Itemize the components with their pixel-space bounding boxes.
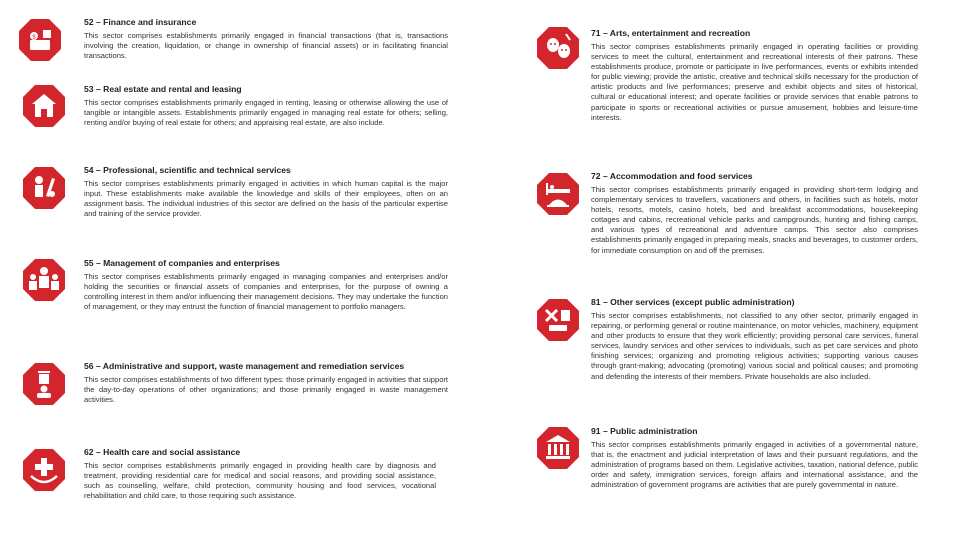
sector-description: This sector comprises establishments primarily engaged in activities in which human capital is the major input. These establishments make available the knowledge and skills of their employees, often on an assignment basis. The individual industries of this sector are defined on the basis of the particular expertise and training of the service provider. — [84, 179, 448, 219]
sector-description: This sector comprises establishments of two different types: those primarily engaged in activities that support the day-to-day operations of other organizations; and those primarily engaged in waste management activities. — [84, 375, 448, 405]
sector-53 — [84, 84, 448, 128]
sector-title: 62 – Health care and social assistance — [84, 447, 241, 457]
sector-81 — [591, 297, 918, 382]
sector-title: 54 – Professional, scientific and technical services — [84, 165, 291, 175]
sector-62 — [84, 447, 436, 501]
sector-title: 91 – Public administration — [591, 426, 698, 436]
professional-icon — [22, 166, 66, 210]
svg-text:$: $ — [32, 33, 36, 41]
sector-title: 52 – Finance and insurance — [84, 17, 197, 27]
sector-description: This sector comprises establishments primarily engaged in activities of a governmental nature, that is, the enactment and judicial interpretation of laws and their pursuant regulations, and the administration of programs based on them. Legislative activities, taxation, national defence, public order and safety, immigration services, foreign affairs and international assistance, and the administration of government programs are activities that are purely governmental in nature. — [591, 440, 918, 490]
other-services-icon — [536, 298, 580, 342]
sector-description: This sector comprises establishments primarily engaged in operating facilities or providing services to meet the cultural, entertainment and recreational interests of their patrons. These establishments produce, promote or participate in live performances, events or exhibits intended for public viewing; provide the artistic, creative and technical skills necessary for the production of artistic products and live performances; preserve and exhibit objects and sites of historical, cultural or educational interest; and operate facilities or provide services that enable patrons to participate in sports or recreational activities or pursue amusement, hobbies and leisure-time interests. — [591, 42, 918, 122]
sector-title: 71 – Arts, entertainment and recreation — [591, 28, 751, 38]
sector-description: This sector comprises establishments primarily engaged in renting, leasing or otherwise allowing the use of tangible or intangible assets. Establishments primarily engaged in managing real estate for others; selling, renting and/or buying of real estate for others; and appraising real estate, are also include. — [84, 98, 448, 128]
waste-management-icon — [22, 362, 66, 406]
sector-title: 72 – Accommodation and food services — [591, 171, 753, 181]
management-icon — [22, 258, 66, 302]
sector-title: 53 – Real estate and rental and leasing — [84, 84, 242, 94]
sector-description: This sector comprises establishments primarily engaged in managing companies and enterprises and/or holding the securities or financial assets of companies and enterprises, for the purpose of owning a controlling interest in them and/or influencing their management decisions. They may undertake the function of management, or they may entrust the function of financial management to portfolio managers. — [84, 272, 448, 312]
real-estate-icon — [22, 84, 66, 128]
sector-72 — [591, 171, 918, 256]
sector-description: This sector comprises establishments, not classified to any other sector, primarily engaged in repairing, or performing general or routine maintenance, on motor vehicles, machinery, equipment and other products to ensure that they work efficiently; providing personal care services, funeral services, laundry services and other services to individuals, such as pet care services and photo finishing services; organizing and promoting religious activities; supporting various causes through grant-making; advocating (promoting) various social and political causes; and promoting and defending the interests of their members. Private households are also included. — [591, 311, 918, 381]
sector-description: This sector comprises establishments primarily engaged in financial transactions (that is, transactions involving the creation, liquidation, or change in ownership of financial assets) or in facilitating financial transactions. — [84, 31, 448, 61]
sector-title: 55 – Management of companies and enterprises — [84, 258, 280, 268]
finance-icon — [18, 18, 62, 62]
sector-description: This sector comprises establishments primarily engaged in providing health care by diagnosis and treatment, providing residential care for medical and social reasons, and providing social assistance, such as counselling, welfare, child protection, community housing and food services, vocational rehabilitation and child care, to those requiring such assistance. — [84, 461, 436, 501]
public-administration-icon — [536, 426, 580, 470]
arts-icon — [536, 26, 580, 70]
sector-52 — [84, 17, 448, 61]
sector-title: 81 – Other services (except public administration) — [591, 297, 795, 307]
sector-71 — [591, 28, 918, 123]
health-care-icon — [22, 448, 66, 492]
sector-55 — [84, 258, 448, 312]
sector-56 — [84, 361, 448, 405]
accommodation-icon — [536, 172, 580, 216]
sector-54 — [84, 165, 448, 219]
sector-91 — [591, 426, 918, 490]
sector-description: This sector comprises establishments primarily engaged in providing short-term lodging and complementary services to travellers, vacationers and others, in facilities such as hotels, motor hotels, resorts, motels, casino hotels, bed and breakfast accommodations, housekeeping cottages and cabins, recreational vehicle parks and campgrounds, hunting and fishing camps, and various types of recreational and adventure camps. This sector also comprises establishments primarily engaged in preparing meals, snacks and beverages, to customer orders, for immediate consumption on and off the premises. — [591, 185, 918, 255]
sector-title: 56 – Administrative and support, waste management and remediation services — [84, 361, 405, 371]
